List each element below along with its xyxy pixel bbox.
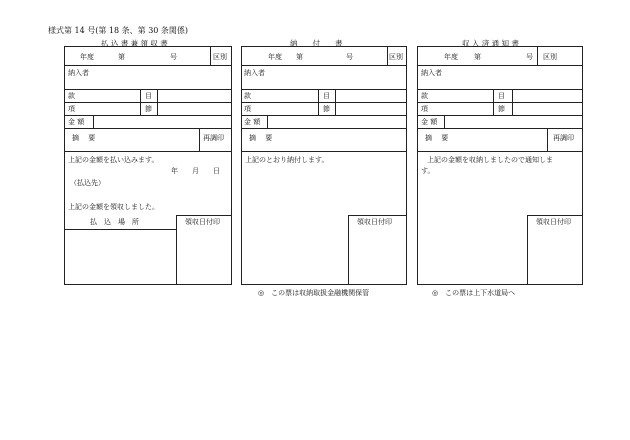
sheet3-payer-label: 納入者: [421, 69, 442, 77]
sheet1-summary-label: 摘 要: [72, 134, 96, 142]
sheet2-footer-note: ◎ この票は収納取扱金融機関保管: [258, 289, 370, 297]
sheet1-title: 払 込 書 兼 領 収 書: [101, 39, 168, 48]
sheet3-kan-label: 款: [421, 92, 428, 100]
sheet1-message: 上記の金額を払い込みます。: [68, 156, 159, 164]
sheet2-title: 納 付 書: [290, 39, 343, 48]
sheet2-setsu-label: 節: [323, 105, 330, 113]
sheet1-reinvest-label: 再調印: [203, 134, 224, 142]
sheet1-receipt-msg: 上記の金額を領収しました。: [68, 203, 159, 211]
sheet2-summary-label: 摘 要: [249, 134, 273, 142]
sheet1-date-line: 年 月 日: [171, 167, 220, 175]
sheet3-summary-label: 摘 要: [425, 134, 449, 142]
form-number: 様式第 14 号(第 18 条、第 30 条関係): [48, 26, 189, 35]
sheet3-nendo-label: 年度: [444, 53, 458, 61]
sheet1-border: [64, 46, 232, 285]
sheet1-kou-label: 項: [68, 105, 75, 113]
sheet2-message: 上記のとおり納付します。: [245, 156, 329, 164]
sheet1-stamp-label: 領収日付印: [185, 218, 220, 226]
sheet2-nendo-label: 年度: [268, 53, 282, 61]
sheet3-border: [417, 46, 583, 285]
sheet2-payer-label: 納入者: [244, 69, 265, 77]
sheet3-reinvest-label: 再調印: [553, 134, 574, 142]
sheet2-kou-label: 項: [244, 105, 251, 113]
sheet2-kubetsu-label: 区別: [389, 53, 403, 61]
sheet3-footer-note: ◎ この票は上下水道局へ: [432, 289, 516, 297]
sheet1-payee-label: （払込先）: [70, 179, 105, 187]
sheet1-go-label: 号: [170, 53, 177, 61]
sheet2-go-label: 号: [346, 53, 353, 61]
sheet3-setsu-label: 節: [498, 105, 505, 113]
sheet1-kubetsu-label: 区別: [213, 53, 227, 61]
sheet2-amount-label: 金 額: [244, 118, 261, 126]
sheet1-dai-label: 第: [118, 53, 125, 61]
sheet1-nendo-label: 年度: [80, 53, 94, 61]
sheet3-message: 上記の金額を収納しましたので通知しま: [427, 156, 553, 164]
sheet1-setsu-label: 節: [145, 105, 152, 113]
sheet3-go-label: 号: [526, 53, 533, 61]
sheet1-payer-label: 納入者: [68, 69, 89, 77]
sheet2-kan-label: 款: [244, 92, 251, 100]
sheet1-kan-label: 款: [68, 92, 75, 100]
sheet1-amount-label: 金 額: [68, 118, 85, 126]
sheet3-moku-label: 目: [498, 92, 505, 100]
sheet3-kou-label: 項: [421, 105, 428, 113]
sheet2-dai-label: 第: [296, 53, 303, 61]
sheet3-kubetsu-label: 区別: [543, 53, 557, 61]
sheet2-stamp-label: 領収日付印: [357, 218, 392, 226]
sheet2-border: [241, 46, 407, 285]
sheet3-dai-label: 第: [474, 53, 481, 61]
sheet1-place-label: 払 込 場 所: [90, 218, 139, 226]
sheet2-moku-label: 目: [323, 92, 330, 100]
sheet3-title: 収 入 済 通 知 書: [462, 39, 519, 48]
sheet3-amount-label: 金 額: [421, 118, 438, 126]
sheet3-stamp-label: 領収日付印: [536, 218, 571, 226]
sheet1-moku-label: 目: [145, 92, 152, 100]
sheet3-message-cont: す。: [421, 167, 435, 175]
